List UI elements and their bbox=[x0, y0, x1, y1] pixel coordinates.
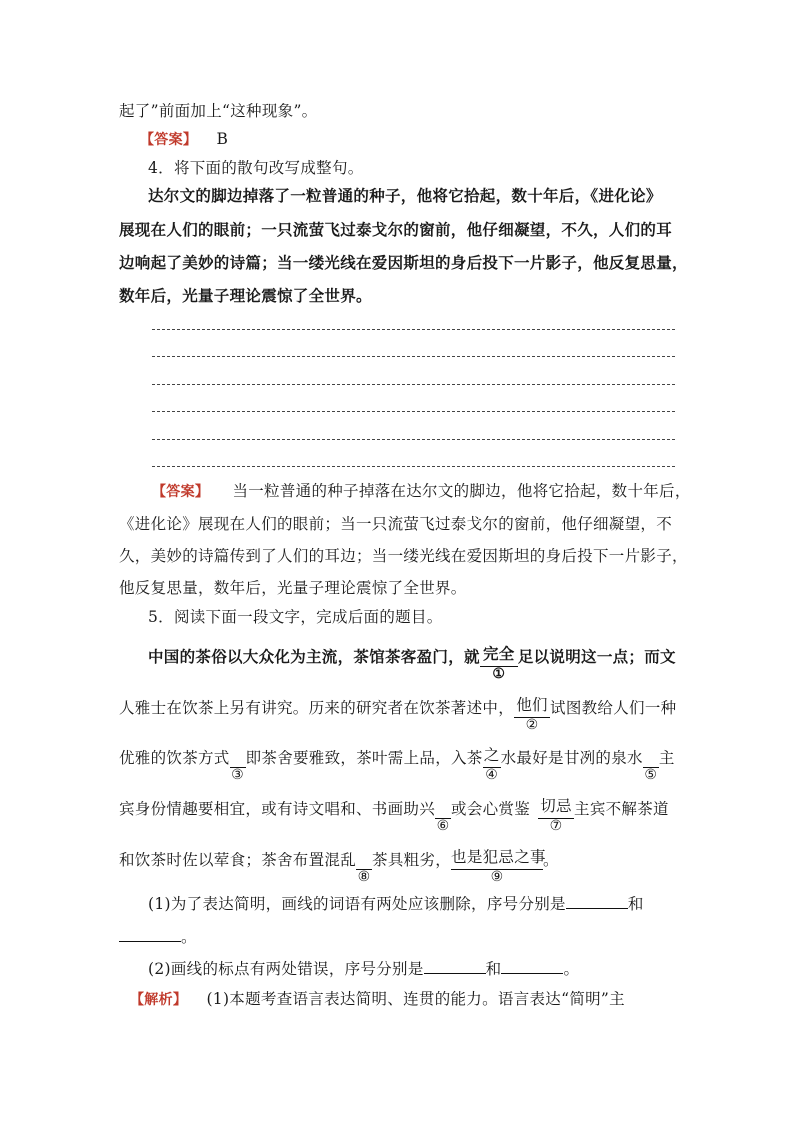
passage-line-3 bbox=[119, 746, 675, 783]
q4-text-line-3: 边响起了美妙的诗篇；当一缕光线在爱因斯坦的身后投下一片影子，他反复思量， bbox=[119, 253, 688, 272]
conjunction: 和 bbox=[485, 960, 502, 978]
sub-question-text: (1)为了表达简明，画线的词语有两处应该删除，序号分别是 bbox=[148, 895, 566, 913]
passage-line-4 bbox=[119, 797, 669, 834]
period: 。 bbox=[181, 928, 197, 946]
underline-3 bbox=[230, 749, 246, 783]
answer-line-6[interactable] bbox=[152, 466, 675, 467]
underline-2 bbox=[514, 696, 550, 733]
passage-text: 或会心赏鉴 bbox=[451, 800, 531, 818]
circled-number: ② bbox=[525, 717, 539, 733]
answer-blank-1[interactable] bbox=[566, 894, 628, 909]
period: 。 bbox=[563, 960, 580, 978]
sub-question-text: (2)画线的标点有两处错误，序号分别是 bbox=[148, 960, 424, 978]
answer-text-line-3: 久，美妙的诗篇传到了人们的耳边；当一缕光线在爱因斯坦的身后投下一片影子， bbox=[119, 547, 688, 565]
circled-number: ④ bbox=[485, 767, 499, 783]
circled-number: ① bbox=[492, 666, 506, 682]
underlined-word: 完全 bbox=[483, 644, 515, 663]
passage-text: 和饮茶时佐以荤食；茶舍布置混乱 bbox=[119, 851, 357, 869]
answer-row-2 bbox=[152, 480, 691, 503]
analysis-row bbox=[130, 988, 625, 1011]
conjunction: 和 bbox=[627, 895, 644, 913]
question-4: 4．将下面的散句改写成整句。 bbox=[148, 159, 364, 177]
answer-line-3[interactable] bbox=[152, 384, 675, 385]
analysis-label: 【解析】 bbox=[130, 992, 188, 1008]
passage-text: 。 bbox=[543, 851, 559, 869]
underline-4 bbox=[483, 746, 501, 783]
passage-text: 主宾不解茶道 bbox=[574, 800, 669, 818]
circled-number: ⑦ bbox=[549, 818, 563, 834]
q4-text-line-4: 数年后，光量子理论震惊了全世界。 bbox=[119, 286, 372, 305]
passage-text: 足以说明这一点；而文 bbox=[517, 647, 676, 666]
passage-text: 中国的茶俗以大众化为主流，茶馆茶客盈门，就 bbox=[148, 647, 480, 666]
answer-label: 【答案】 bbox=[152, 484, 210, 500]
answer-text-line-4: 他反复思量，数年后，光量子理论震惊了全世界。 bbox=[119, 579, 467, 597]
passage-text: 茶具粗劣， bbox=[372, 851, 452, 869]
circled-number: ⑤ bbox=[644, 767, 658, 783]
answer-line-4[interactable] bbox=[152, 411, 675, 412]
passage-text: 试图教给人们一种 bbox=[550, 699, 677, 717]
underline-6 bbox=[435, 800, 451, 834]
sub-question-1-cont bbox=[119, 926, 197, 948]
passage-text: 宾身份情趣要相宜，或有诗文唱和、书画助兴 bbox=[119, 800, 436, 818]
underlined-word: 也是犯忌之事 bbox=[451, 848, 546, 866]
passage-text: 水最好是甘冽的泉水 bbox=[500, 749, 643, 767]
passage-line-5 bbox=[119, 848, 559, 885]
q4-text-line-1: 达尔文的脚边掉落了一粒普通的种子，他将它拾起，数十年后，《进化论》 bbox=[148, 186, 662, 205]
underlined-word: 之 bbox=[483, 746, 500, 764]
answer-line-5[interactable] bbox=[152, 439, 675, 440]
answer-blank-2[interactable] bbox=[119, 927, 181, 942]
circled-number: ⑥ bbox=[436, 818, 450, 834]
answer-value: B bbox=[216, 130, 229, 148]
passage-text: 人雅士在饮茶上另有讲究。历来的研究者在饮茶著述中， bbox=[119, 699, 515, 717]
underline-1 bbox=[480, 644, 518, 682]
passage-text: 主 bbox=[658, 749, 675, 767]
underline-5 bbox=[643, 749, 659, 783]
answer-line-2[interactable] bbox=[152, 356, 675, 357]
answer-line-1[interactable] bbox=[152, 329, 675, 330]
answer-text-line-1: 当一粒普通的种子掉落在达尔文的脚边，他将它拾起，数十年后， bbox=[232, 482, 691, 500]
answer-row-1 bbox=[140, 128, 228, 151]
circled-number: ⑨ bbox=[490, 869, 504, 885]
underline-7 bbox=[538, 797, 574, 834]
answer-label: 【答案】 bbox=[140, 132, 198, 148]
passage-line-2 bbox=[119, 696, 677, 733]
question-5: 5．阅读下面一段文字，完成后面的题目。 bbox=[148, 608, 443, 626]
circled-number: ⑧ bbox=[357, 869, 371, 885]
passage-text: 即茶舍要雅致，茶叶需上品，入茶 bbox=[245, 749, 483, 767]
continued-text: 起了”前面加上“这种现象”。 bbox=[119, 102, 318, 120]
passage-line-1 bbox=[148, 644, 676, 682]
answer-blank-4[interactable] bbox=[501, 959, 563, 974]
sub-question-2 bbox=[148, 958, 579, 980]
underline-9 bbox=[451, 848, 546, 885]
sub-question-1 bbox=[148, 893, 644, 915]
underlined-word: 他们 bbox=[516, 696, 548, 714]
analysis-text: (1)本题考查语言表达简明、连贯的能力。语言表达“简明”主 bbox=[206, 990, 625, 1008]
underline-8 bbox=[356, 851, 372, 885]
q4-text-line-2: 展现在人们的眼前；一只流萤飞过泰戈尔的窗前，他仔细凝望，不久，人们的耳 bbox=[119, 220, 673, 239]
answer-text-line-2: 《进化论》展现在人们的眼前；当一只流萤飞过泰戈尔的窗前，他仔细凝望，不 bbox=[119, 515, 673, 533]
answer-blank-3[interactable] bbox=[424, 959, 486, 974]
passage-text: 优雅的饮茶方式 bbox=[119, 749, 230, 767]
underlined-word: 切忌 bbox=[540, 797, 572, 815]
circled-number: ③ bbox=[231, 767, 245, 783]
